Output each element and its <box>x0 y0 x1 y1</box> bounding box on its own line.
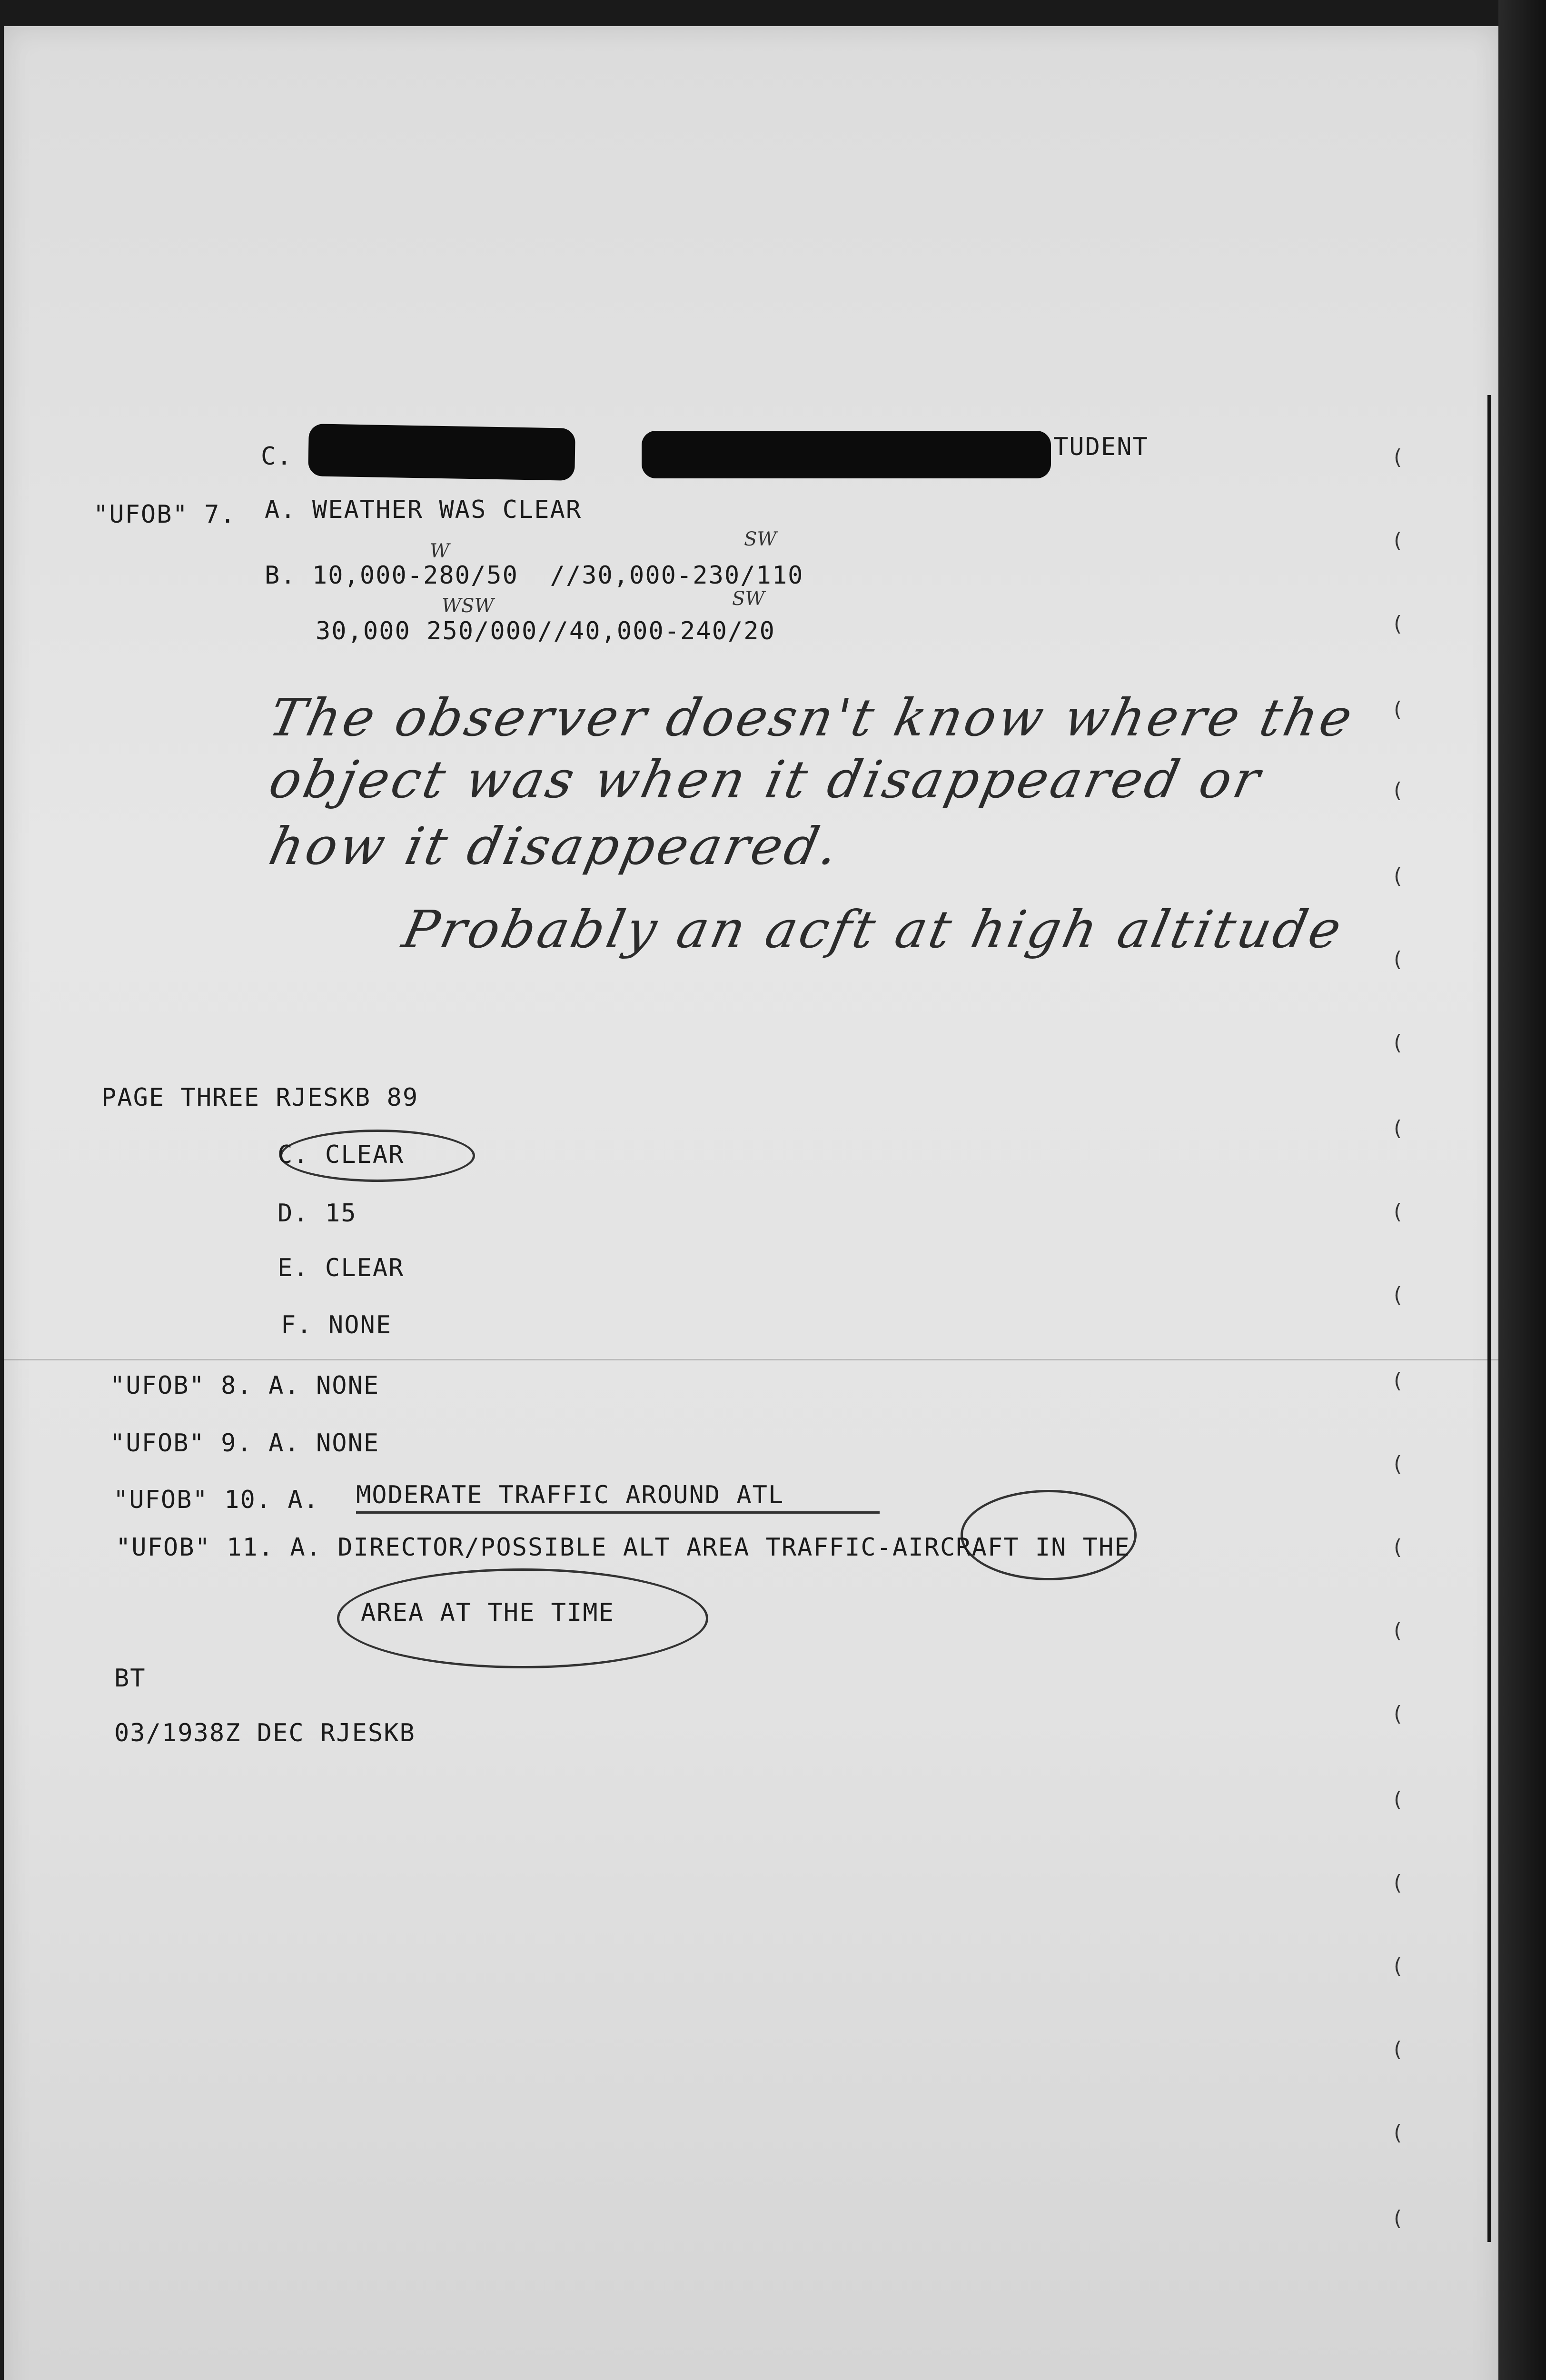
annot-wsw: WSW <box>442 595 494 617</box>
punch-mark: ( <box>1394 1871 1402 1895</box>
handwritten-note-line1: The observer doesn't know where the <box>264 688 1360 748</box>
punch-mark: ( <box>1394 1368 1402 1393</box>
ufob8: "UFOB" 8. A. NONE <box>110 1371 380 1400</box>
date-time-group: 03/1938Z DEC RJESKB <box>114 1719 416 1747</box>
punch-mark: ( <box>1394 1787 1402 1812</box>
annot-sw-1: SW <box>744 528 777 550</box>
punch-mark: ( <box>1394 2121 1402 2145</box>
page-header: PAGE THREE RJESKB 89 <box>101 1083 419 1112</box>
handwritten-note-line2: object was when it disappeared or <box>264 750 1268 810</box>
punch-mark: ( <box>1394 1702 1402 1726</box>
punch-mark: ( <box>1394 1031 1402 1055</box>
punch-mark: ( <box>1394 947 1402 972</box>
punch-mark: ( <box>1394 697 1402 722</box>
punch-mark: ( <box>1394 1283 1402 1307</box>
redaction-bar <box>308 424 575 481</box>
punch-mark: ( <box>1394 1200 1402 1224</box>
header-label: C. <box>261 442 293 471</box>
punch-mark: ( <box>1394 864 1402 888</box>
ufob11-line1: "UFOB" 11. A. DIRECTOR/POSSIBLE ALT AREA TRAFFIC-AIRCRAFT IN THE <box>116 1533 1130 1562</box>
punch-mark: ( <box>1394 1452 1402 1476</box>
punch-mark: ( <box>1394 778 1402 803</box>
punch-mark: ( <box>1394 1116 1402 1140</box>
punch-mark: ( <box>1394 528 1402 553</box>
handwritten-note-line4: Probably an acft at high altitude <box>397 900 1349 960</box>
item-c: C. CLEAR <box>277 1140 405 1169</box>
annot-sw-2: SW <box>732 588 765 610</box>
bt-marker: BT <box>114 1664 146 1693</box>
ufob7-b-line1: B. 10,000-280/50 //30,000-230/110 <box>265 561 804 590</box>
item-d: D. 15 <box>277 1199 357 1228</box>
punch-mark: ( <box>1394 445 1402 469</box>
ufob7-a: A. WEATHER WAS CLEAR <box>265 496 582 524</box>
handwritten-note-line3: how it disappeared. <box>264 817 847 876</box>
punch-mark: ( <box>1394 1954 1402 1978</box>
ufob7-b-line2: 30,000 250/000//40,000-240/20 <box>316 617 775 645</box>
underline-moderate-traffic <box>356 1511 880 1514</box>
punch-mark: ( <box>1394 2037 1402 2062</box>
item-e: E. CLEAR <box>277 1254 405 1282</box>
ufob10-prefix: "UFOB" 10. A. <box>113 1486 336 1514</box>
punch-mark: ( <box>1394 1535 1402 1559</box>
punch-mark: ( <box>1394 2206 1402 2231</box>
annot-w: W <box>430 540 450 562</box>
document-page <box>4 26 1498 2380</box>
punch-mark: ( <box>1394 1618 1402 1643</box>
ufob11-line2: AREA AT THE TIME <box>361 1598 614 1627</box>
ufob9: "UFOB" 9. A. NONE <box>110 1429 380 1458</box>
ufob7-prefix: "UFOB" 7. <box>93 500 236 529</box>
redaction-bar <box>642 431 1051 478</box>
scan-edge-shadow <box>1498 0 1546 2380</box>
ufob10-text: MODERATE TRAFFIC AROUND ATL <box>356 1481 784 1509</box>
page-fold-line <box>4 1359 1498 1360</box>
punch-mark: ( <box>1394 612 1402 636</box>
item-f: F. NONE <box>281 1311 392 1339</box>
header-trailing: TUDENT <box>1053 433 1149 461</box>
right-margin-rule <box>1487 395 1491 2242</box>
